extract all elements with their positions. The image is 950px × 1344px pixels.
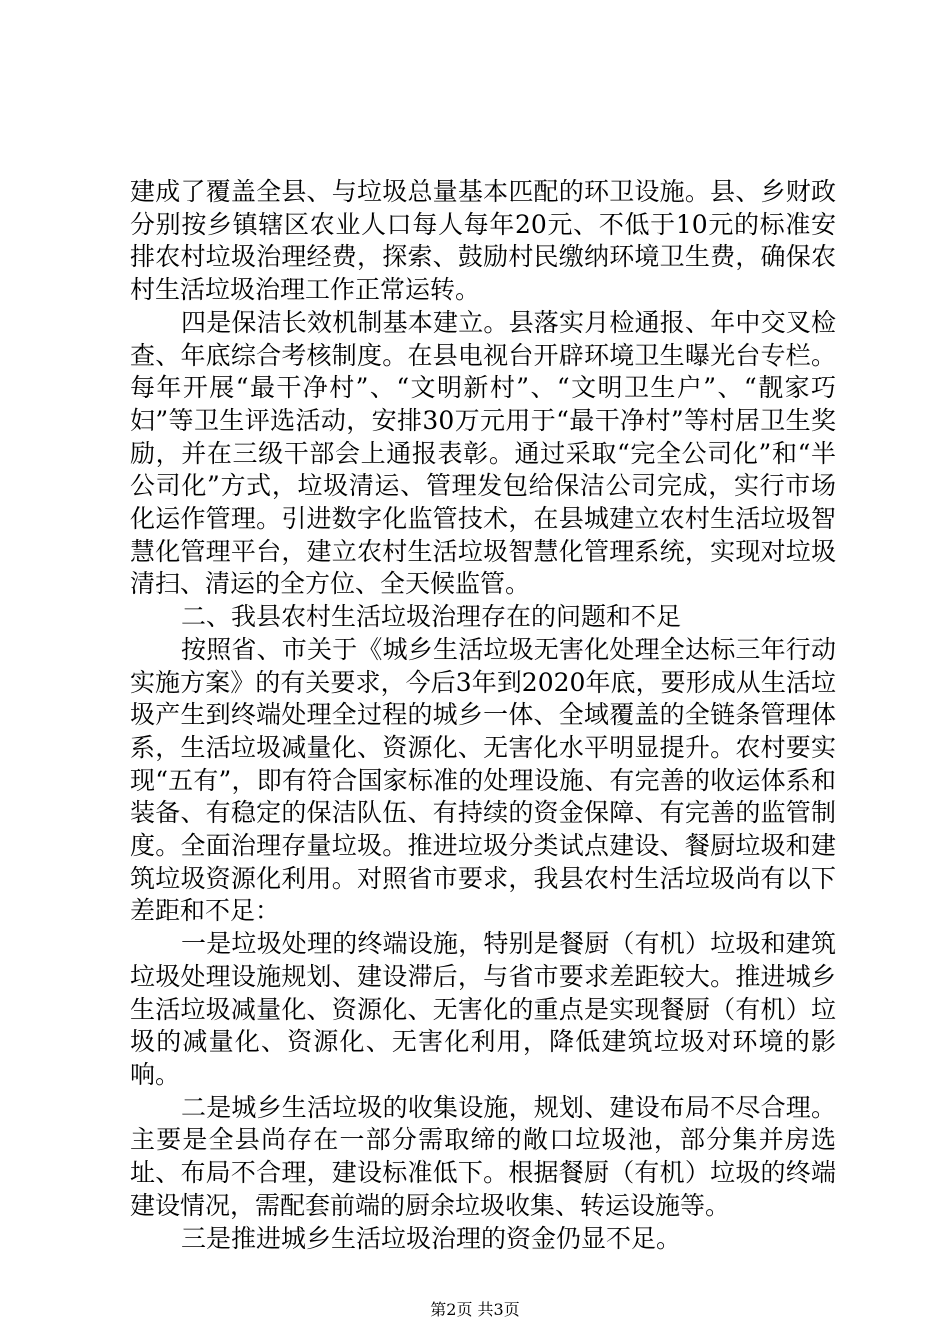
paragraph-problem-one: 一是垃圾处理的终端设施，特别是餐厨（有机）垃圾和建筑垃圾处理设施规划、建设滞后，与省市要求差距较大。推进城乡生活垃圾减量化、资源化、无害化的重点是实现餐厨（有机）垃圾的减量化、资源化、无害化利用，降低建筑垃圾对环境的影响。 [130, 929, 836, 1089]
paragraph-problem-two: 二是城乡生活垃圾的收集设施，规划、建设布局不尽合理。主要是全县尚存在一部分需取缔的敞口垃圾池，部分集并房选址、布局不合理，建设标准低下。根据餐厨（有机）垃圾的终端建设情况，需配套前端的厨余垃圾收集、转运设施等。 [130, 1092, 836, 1220]
paragraph-continued: 建成了覆盖全县、与垃圾总量基本匹配的环卫设施。县、乡财政分别按乡镇辖区农业人口每人每年20元、不低于10元的标准安排农村垃圾治理经费，探索、鼓励村民缴纳环境卫生费，确保农村生活垃圾治理工作正常运转。 [130, 177, 836, 305]
paragraph-requirements: 按照省、市关于《城乡生活垃圾无害化处理全达标三年行动实施方案》的有关要求，今后3年到2020年底，要形成从生活垃圾产生到终端处理全过程的城乡一体、全域覆盖的全链条管理体系，生活垃圾减量化、资源化、无害化水平明显提升。农村要实现“五有”，即有符合国家标准的处理设施、有完善的收运体系和装备、有稳定的保洁队伍、有持续的资金保障、有完善的监管制度。全面治理存量垃圾。推进垃圾分类试点建设、餐厨垃圾和建筑垃圾资源化利用。对照省市要求，我县农村生活垃圾尚有以下差距和不足： [130, 634, 836, 926]
section-heading-problems: 二、我县农村生活垃圾治理存在的问题和不足 [181, 602, 682, 632]
document-body [130, 176, 836, 1255]
paragraph-cleaning-mechanism: 四是保洁长效机制基本建立。县落实月检通报、年中交叉检查、年底综合考核制度。在县电视台开辟环境卫生曝光台专栏。每年开展“最干净村”、“文明新村”、“文明卫生户”、“靓家巧妇”等卫生评选活动，安排30万元用于“最干净村”等村居卫生奖励，并在三级干部会上通报表彰。通过采取“完全公司化”和“半公司化”方式，垃圾清运、管理发包给保洁公司完成，实行市场化运作管理。引进数字化监管技术，在县城建立农村生活垃圾智慧化管理平台，建立农村生活垃圾智慧化管理系统，实现对垃圾清扫、清运的全方位、全天候监管。 [130, 307, 836, 599]
paragraph-problem-three: 三是推进城乡生活垃圾治理的资金仍显不足。 [181, 1223, 682, 1253]
page-footer: 第2页 共3页 [430, 1300, 520, 1319]
